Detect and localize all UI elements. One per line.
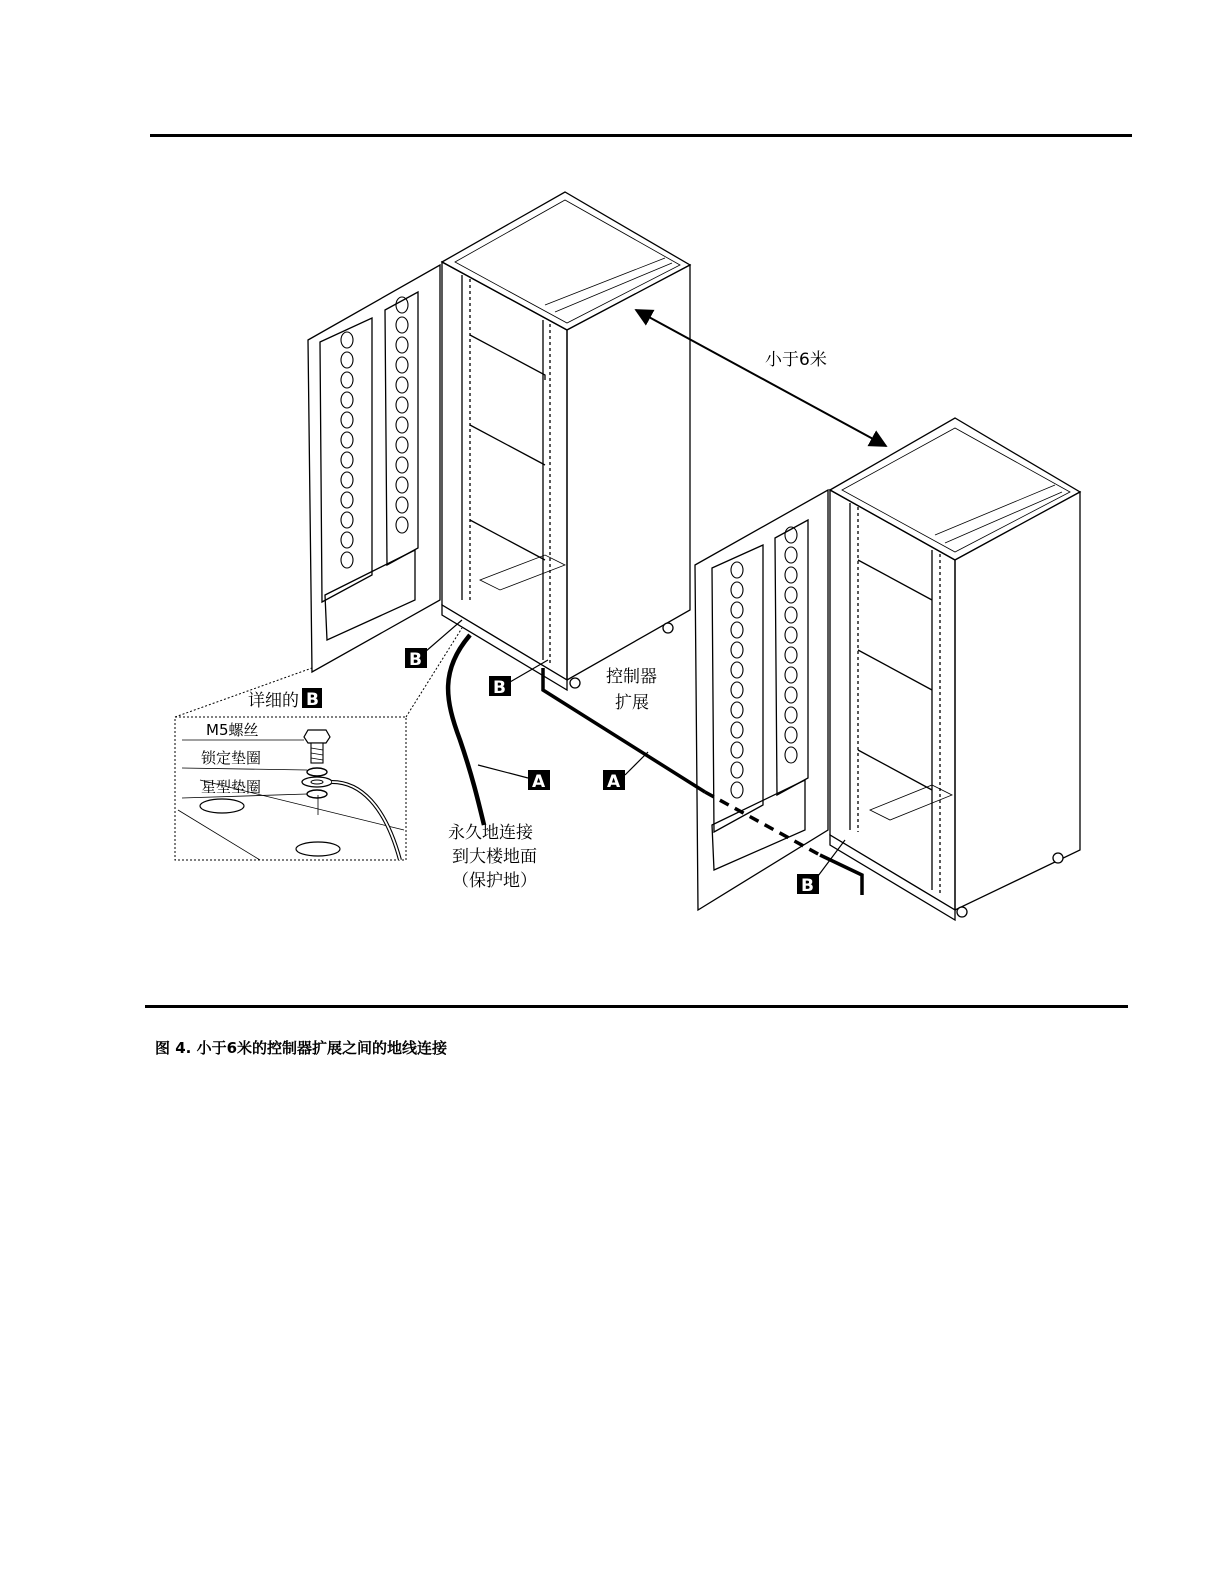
ground-label-line3: （保护地） (452, 871, 537, 891)
ground-label-line2: 到大楼地面 (452, 847, 537, 867)
detail-lock-washer-label: 锁定垫圈 (201, 749, 262, 767)
svg-text:B: B (409, 650, 422, 670)
right-rack (695, 418, 1080, 920)
building-ground-cable (448, 635, 484, 825)
expansion-label-line2: 扩展 (615, 693, 649, 713)
svg-text:B: B (493, 678, 506, 698)
svg-text:B: B (801, 876, 814, 896)
detail-star-washer-label: 星型垫圈 (201, 778, 262, 796)
ground-label-line1: 永久地连接 (448, 823, 533, 843)
expansion-label-line1: 控制器 (606, 667, 657, 687)
callout-b-left-base (489, 660, 548, 698)
detail-screw-label: M5螺丝 (206, 721, 259, 739)
detail-label: 详细的 (248, 691, 299, 711)
callout-a-inter-rack (603, 752, 648, 792)
callout-a-building (478, 765, 550, 792)
svg-text:A: A (607, 772, 621, 792)
svg-text:A: A (532, 772, 546, 792)
distance-label: 小于6米 (765, 350, 827, 370)
svg-text:B: B (306, 690, 319, 710)
left-rack (308, 192, 690, 690)
figure-caption: 图 4. 小于6米的控制器扩展之间的地线连接 (155, 1039, 448, 1057)
